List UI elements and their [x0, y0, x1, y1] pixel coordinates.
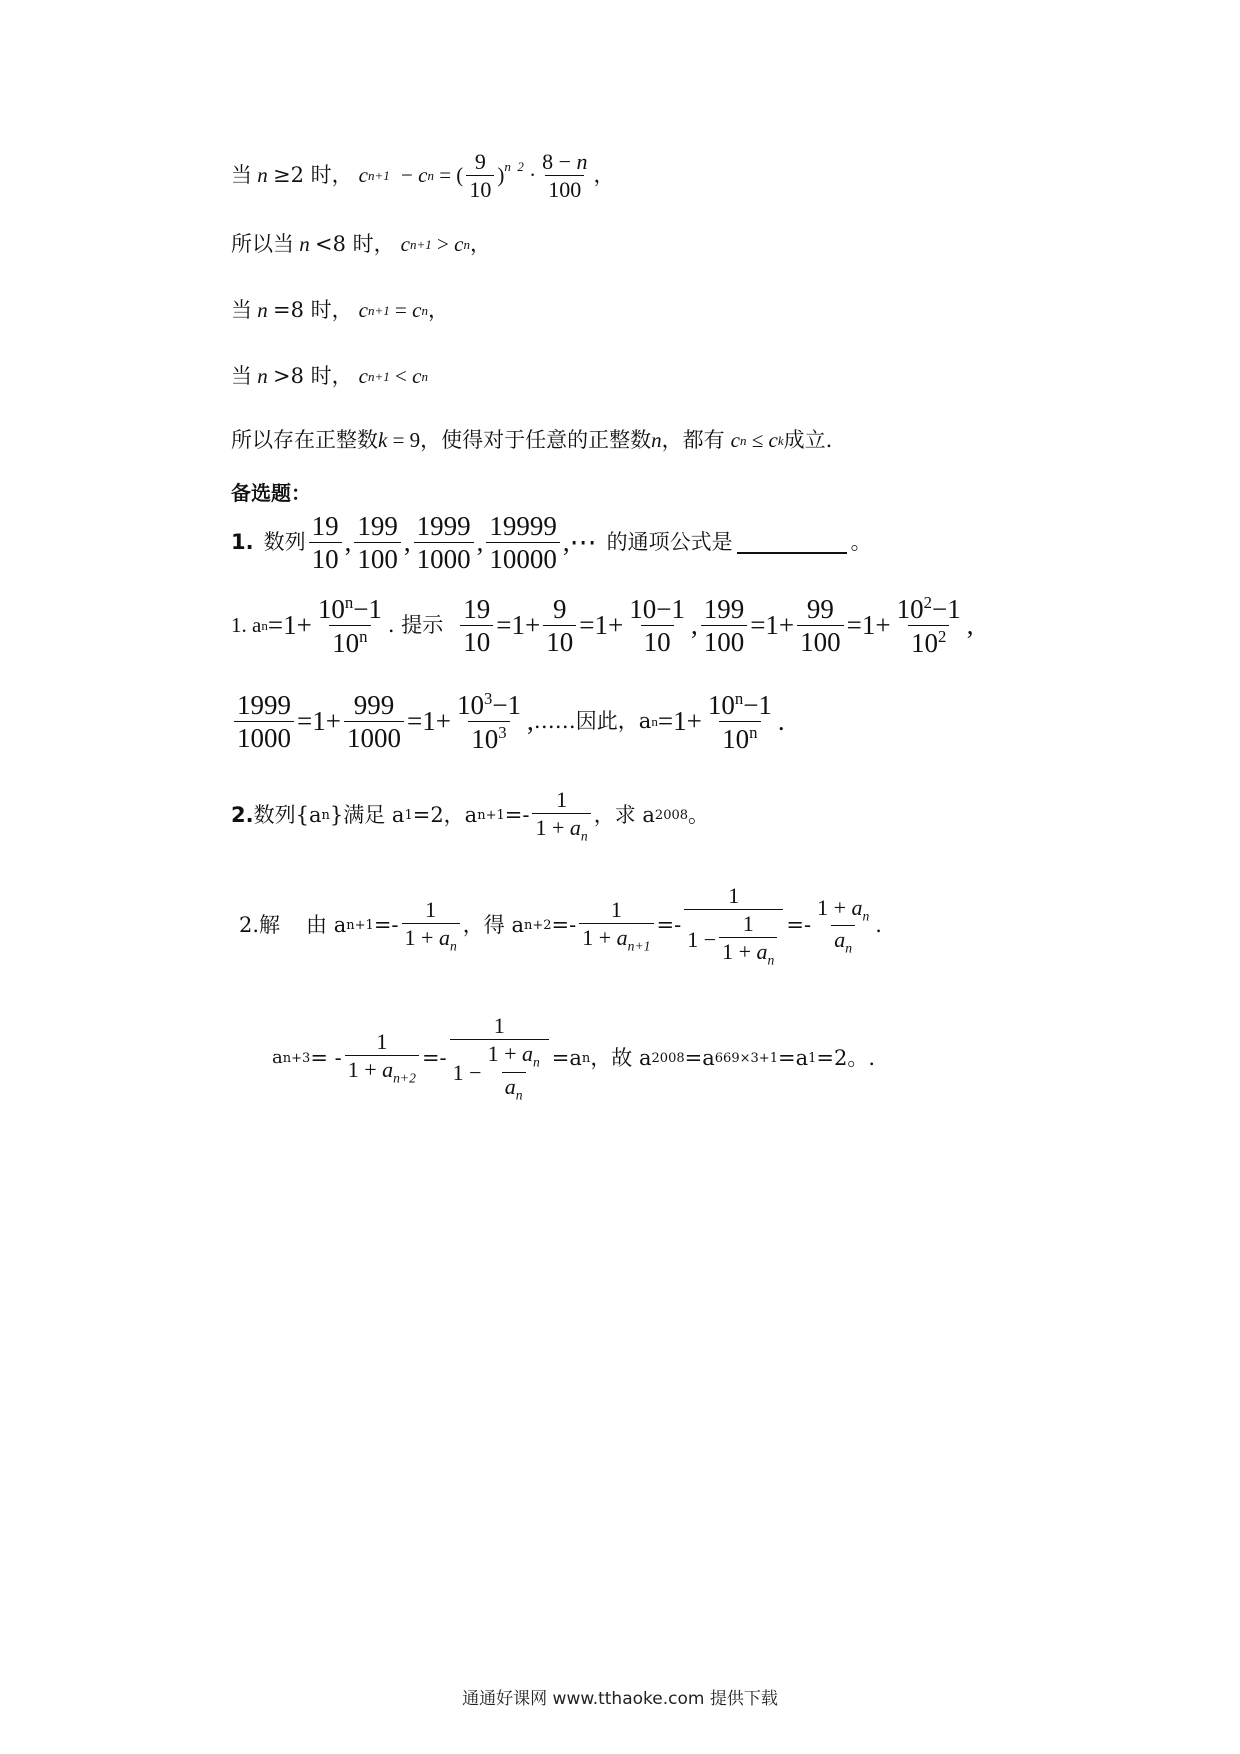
answer-1-line-1: 1. a n =1+ $\frac{10^n-1}{10^n}$ . 提示 $\frac{19}{10}$ =1+ $\frac{9}{10}$ =1+ $\frac{10-1}{10}$ , $\frac{199}{100}$ =1+ $\frac{99}{100}$ =1+ $\frac{10^2-1}{10^2}$ , — [231, 593, 974, 659]
fraction-8-minus-n-100: $\frac{8 - n}{100}$ — [542, 149, 588, 203]
answer-2-line-1: 2.解 由 a n+1 =- $\frac{1}{1 + a_n}$ ，得 a n+2 =- $\frac{1}{1 + a_{n+1}}$ =- 1 1 − $\frac{1}{1 + a_n}$ =- $\frac{1 + a_n}{a_n}$ . — [239, 883, 882, 968]
question-1: 1. 数列 $\frac{19}{10}$ , $\frac{199}{100}$ , $\frac{1999}{1000}$ , $\frac{19999}{10000}$ ,⋯ 的通项公式是 。 — [231, 511, 872, 575]
answer-2-line-2: a n+3 = - $\frac{1}{1 + a_{n+2}}$ =- 1 1 − $\frac{1 + a_n}{a_n}$ =a n ，故 a 2008 =a 669×3+1 =a 1 =2。. — [272, 1013, 876, 1103]
q1-fraction-2: $\frac{199}{100}$ — [354, 512, 401, 574]
fraction-9-10: $\frac{9}{10}$ — [466, 150, 494, 201]
nested-fraction-1: 1 1 − $\frac{1}{1 + a_n}$ — [684, 884, 783, 968]
question-2: 2. 数列{a n }满足 a 1 =2，a n+1 =- $\frac{1}{1 + a_n}$ ，求 a 2008 。 — [231, 787, 710, 844]
answer-blank — [737, 532, 847, 554]
section-title: 备选题： — [231, 481, 311, 505]
line-n-gt-8: 当 n >8 时， c n+1 < c n — [231, 364, 428, 388]
nested-fraction-2: 1 1 − $\frac{1 + a_n}{a_n}$ — [450, 1014, 549, 1103]
answer-1-line-2: $\frac{1999}{1000}$ =1+ $\frac{999}{1000}$ =1+ $\frac{10^3-1}{10^3}$ , ……因此，a n =1+ $\frac{10^n-1}{10^n}$ . — [231, 690, 785, 754]
footer-source: 通通好课网 www.tthaoke.com 提供下载 — [462, 1689, 778, 1709]
q1-fraction-3: $\frac{1999}{1000}$ — [414, 512, 474, 574]
line-n-lt-8: 所以当 n <8 时， c n+1 > c n ， — [231, 232, 491, 256]
q1-fraction-1: $\frac{19}{10}$ — [309, 512, 342, 574]
q1-fraction-4: $\frac{19999}{10000}$ — [486, 512, 560, 574]
frac-1-over-1-plus-an: $\frac{1}{1 + a_n}$ — [532, 788, 590, 844]
line-n-eq-8: 当 n =8 时， c n+1 = c n ， — [231, 298, 449, 322]
line-conclusion-k-9: 所以存在正整数 k = 9 ，使得对于任意的正整数 n ，都有 c n ≤ c k 成立. — [231, 428, 833, 452]
frac-10n-minus-1-over-10n: $\frac{10^n-1}{10^n}$ — [317, 593, 382, 659]
line-cn-diff-n-ge-2: 当 n ≥2 时， c n+1 − c n = ( $\frac{9}{10}$ ) $^{n 2}$ · $\frac{8 - n}{100}$ ， — [231, 149, 615, 203]
